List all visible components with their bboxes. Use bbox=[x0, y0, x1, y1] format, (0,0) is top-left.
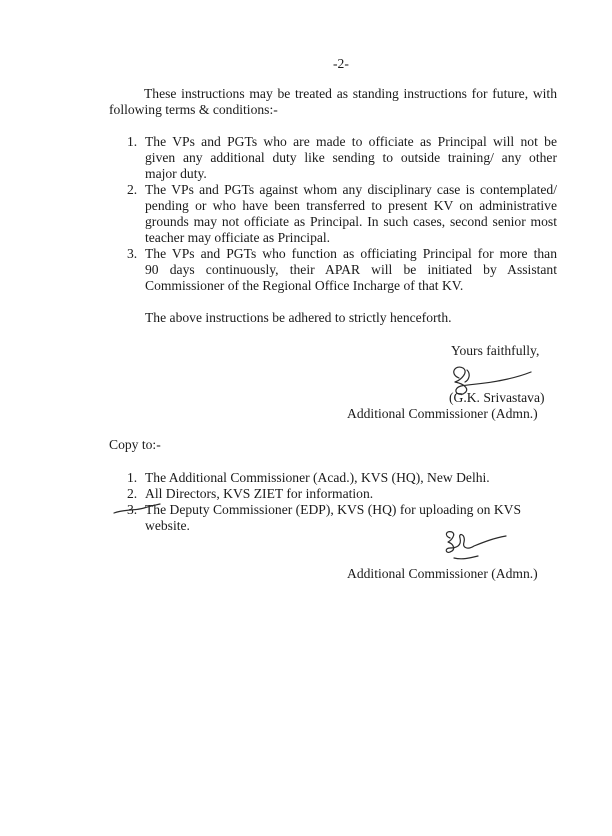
copy-to-heading: Copy to:- bbox=[109, 437, 161, 452]
footer-designation: Additional Commissioner (Admn.) bbox=[347, 566, 538, 581]
copy-to-item-3-line-1: The Deputy Commissioner (EDP), KVS (HQ) for uploading on KVS bbox=[145, 502, 522, 517]
intro-line-2: following terms & conditions:- bbox=[109, 102, 278, 117]
condition-number-1: 1. bbox=[127, 134, 138, 149]
condition-3-line-2: 90 days continuously, their APAR will be initiated by Assistant bbox=[145, 262, 557, 277]
condition-number-2: 2. bbox=[127, 182, 138, 197]
copy-to-item-3-line-2: website. bbox=[145, 518, 190, 533]
condition-3-line-1: The VPs and PGTs who function as officiating Principal for more than bbox=[145, 246, 557, 261]
copy-to-item-1: The Additional Commissioner (Acad.), KVS (HQ), New Delhi. bbox=[145, 470, 490, 485]
copy-to-number-1: 1. bbox=[127, 470, 138, 485]
copy-to-item-2: All Directors, KVS ZIET for information. bbox=[145, 486, 374, 501]
condition-2-line-2: pending or who have been transferred to present KV on administrative bbox=[145, 198, 557, 213]
condition-number-3: 3. bbox=[127, 246, 138, 261]
signatory-designation: Additional Commissioner (Admn.) bbox=[347, 406, 538, 421]
sign-off: Yours faithfully, bbox=[451, 343, 540, 358]
condition-1-line-2: given any additional duty like sending to outside training/ any other bbox=[145, 150, 557, 165]
condition-2-line-1: The VPs and PGTs against whom any disciplinary case is contemplated/ bbox=[145, 182, 557, 197]
signatory-name: (G.K. Srivastava) bbox=[449, 390, 545, 405]
closing-instruction: The above instructions be adhered to strictly henceforth. bbox=[145, 310, 452, 325]
condition-1-line-3: major duty. bbox=[145, 166, 207, 181]
intro-line-1: These instructions may be treated as standing instructions for future, with bbox=[144, 86, 557, 101]
page-number: -2- bbox=[333, 56, 349, 71]
condition-2-line-3: grounds may not officiate as Principal. In such cases, second senior most bbox=[145, 214, 557, 229]
condition-1-line-1: The VPs and PGTs who are made to officiate as Principal will not be bbox=[145, 134, 557, 149]
copy-to-number-2: 2. bbox=[127, 486, 138, 501]
condition-2-line-4: teacher may officiate as Principal. bbox=[145, 230, 331, 245]
copy-to-number-3: 3. bbox=[127, 502, 138, 517]
condition-3-line-3: Commissioner of the Regional Office Incharge of that KV. bbox=[145, 278, 464, 293]
handwritten-tick-mark bbox=[112, 501, 162, 517]
